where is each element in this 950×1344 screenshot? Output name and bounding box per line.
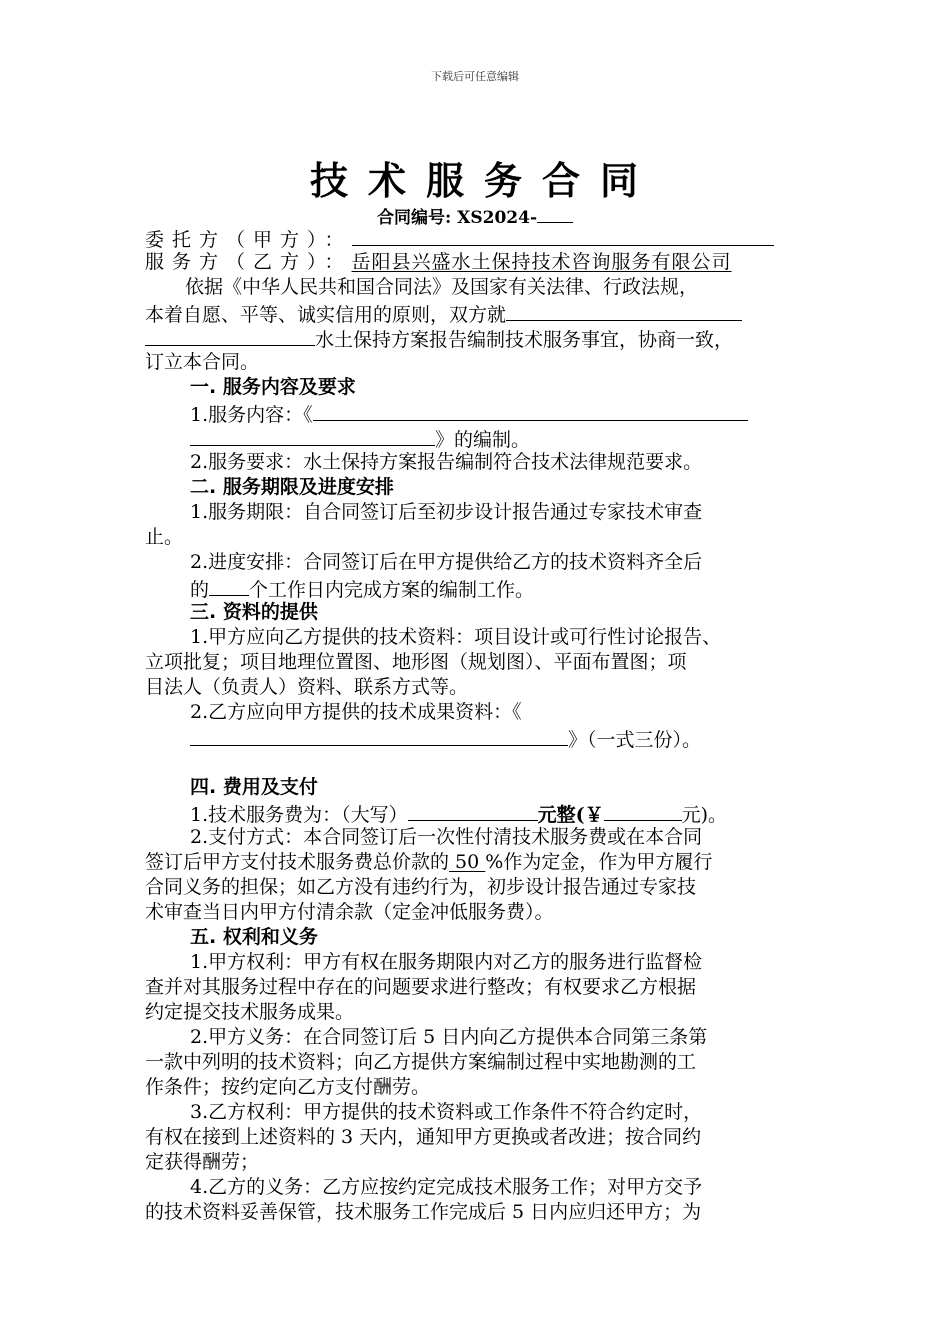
section-5-title: 五. 权利和义务 (190, 926, 318, 948)
s2-days-blank (209, 575, 249, 596)
s1-service-blank-2 (190, 425, 435, 446)
s4-clause-2-cont (145, 850, 809, 875)
section-3-title: 三. 资料的提供 (190, 601, 318, 623)
s5-clause-2: 2.甲方义务：在合同签订后 5 日内向乙方提供本合同第三条第 (190, 1026, 708, 1048)
s1-clause-1-end: 》的编制。 (435, 429, 531, 451)
section-2-title: 二. 服务期限及进度安排 (190, 476, 394, 498)
s2-clause-2-cont (145, 575, 809, 600)
s4-clause-2-cont-3: 术审查当日内甲方付清余款（定金冲低服务费）。 (145, 901, 554, 923)
party-b-line (145, 250, 809, 275)
s5-clause-4-cont: 的技术资料妥善保管，技术服务工作完成后 5 日内应归还甲方；为 (145, 1201, 702, 1223)
s3-clause-2-end: 》（一式三份）。 (568, 729, 702, 751)
intro-line-2 (145, 300, 809, 325)
intro-line-2-text: 本着自愿、平等、诚实信用的原则，双方就 (145, 304, 507, 326)
contract-body (145, 225, 809, 1225)
s4-deposit-pre: 签订后甲方支付技术服务费总价款的 (145, 851, 450, 873)
s4-fee-yuan: 元整(￥ (537, 804, 604, 826)
intro-project-blank (506, 300, 742, 321)
intro-line-3 (145, 325, 809, 350)
s2-clause-2-post: 个工作日内完成方案的编制工作。 (249, 579, 535, 601)
s4-fee-end: 元)。 (681, 804, 728, 826)
s3-deliverable-blank (190, 725, 568, 746)
intro-line-1: 依据《中华人民共和国合同法》及国家有关法律、行政法规， (185, 276, 699, 298)
s1-clause-1-text: 1.服务内容：《 (190, 404, 313, 426)
s5-clause-1: 1.甲方权利：甲方有权在服务期限内对乙方的服务进行监督检 (190, 951, 703, 973)
s2-clause-2: 2.进度安排：合同签订后在甲方提供给乙方的技术资料齐全后 (190, 551, 703, 573)
s4-deposit-percent: 50 (449, 851, 486, 873)
s4-clause-2-cont-2: 合同义务的担保；如乙方没有违约行为，初步设计报告通过专家技 (145, 876, 697, 898)
contract-number-blank (537, 206, 573, 223)
party-b-name: 岳阳县兴盛水土保持技术咨询服务有限公司 (351, 251, 732, 273)
party-a-label: 委托方（甲方）： (145, 229, 352, 251)
spacer (145, 750, 809, 775)
s4-fee-words-blank (408, 800, 538, 821)
s4-fee-label: 1.技术服务费为：（大写） (190, 804, 408, 826)
s5-clause-1-cont-2: 约定提交技术服务成果。 (145, 1001, 355, 1023)
intro-line-4: 订立本合同。 (145, 351, 260, 373)
s5-clause-1-cont: 查并对其服务过程中存在的问题要求进行整改；有权要求乙方根据 (145, 976, 697, 998)
s3-clause-1-cont: 立项批复；项目地理位置图、地形图（规划图）、平面布置图；项 (145, 651, 687, 673)
s5-clause-3-cont-2: 定获得酬劳； (145, 1151, 260, 1173)
section-4-title: 四. 费用及支付 (190, 776, 318, 798)
intro-project-blank-2 (145, 325, 315, 346)
party-a-blank (352, 225, 774, 246)
s1-service-blank (313, 400, 748, 421)
s3-clause-1-cont-2: 目法人（负责人）资料、联系方式等。 (145, 676, 469, 698)
s4-fee-amount-blank (604, 800, 682, 821)
intro-line-3-text: 水土保持方案报告编制技术服务事宜，协商一致， (315, 329, 734, 351)
s4-deposit-post: %作为定金，作为甲方履行 (485, 851, 713, 873)
page-header-note: 下载后可任意编辑 (431, 70, 519, 83)
party-a-line (145, 225, 809, 250)
contract-number-label: 合同编号: XS2024- (376, 208, 538, 228)
s5-clause-3: 3.乙方权利：甲方提供的技术资料或工作条件不符合约定时， (190, 1101, 703, 1123)
s3-clause-1: 1.甲方应向乙方提供的技术资料：项目设计或可行性讨论报告、 (190, 626, 722, 648)
s5-clause-2-cont: 一款中列明的技术资料；向乙方提供方案编制过程中实地勘测的工 (145, 1051, 697, 1073)
s2-clause-1-cont: 止。 (145, 526, 184, 548)
s3-clause-2-cont (145, 725, 809, 750)
s5-clause-2-cont-2: 作条件；按约定向乙方支付酬劳。 (145, 1076, 431, 1098)
s4-clause-1 (145, 800, 809, 825)
party-b-label: 服务方（乙方）： (145, 251, 352, 273)
s1-clause-1-cont (145, 425, 809, 450)
s1-clause-2: 2.服务要求：水土保持方案报告编制符合技术法律规范要求。 (190, 451, 703, 473)
s1-clause-1 (145, 400, 809, 425)
s2-clause-2-pre: 的 (190, 579, 210, 601)
document-title: 技术服务合同 (309, 158, 658, 203)
s5-clause-3-cont: 有权在接到上述资料的 3 天内，通知甲方更换或者改进；按合同约 (145, 1126, 702, 1148)
s3-clause-2: 2.乙方应向甲方提供的技术成果资料：《 (190, 701, 522, 723)
s2-clause-1: 1.服务期限：自合同签订后至初步设计报告通过专家技术审查 (190, 501, 703, 523)
s5-clause-4: 4.乙方的义务：乙方应按约定完成技术服务工作；对甲方交予 (190, 1176, 703, 1198)
section-1-title: 一. 服务内容及要求 (190, 376, 356, 398)
s4-clause-2: 2.支付方式：本合同签订后一次性付清技术服务费或在本合同 (190, 826, 703, 848)
